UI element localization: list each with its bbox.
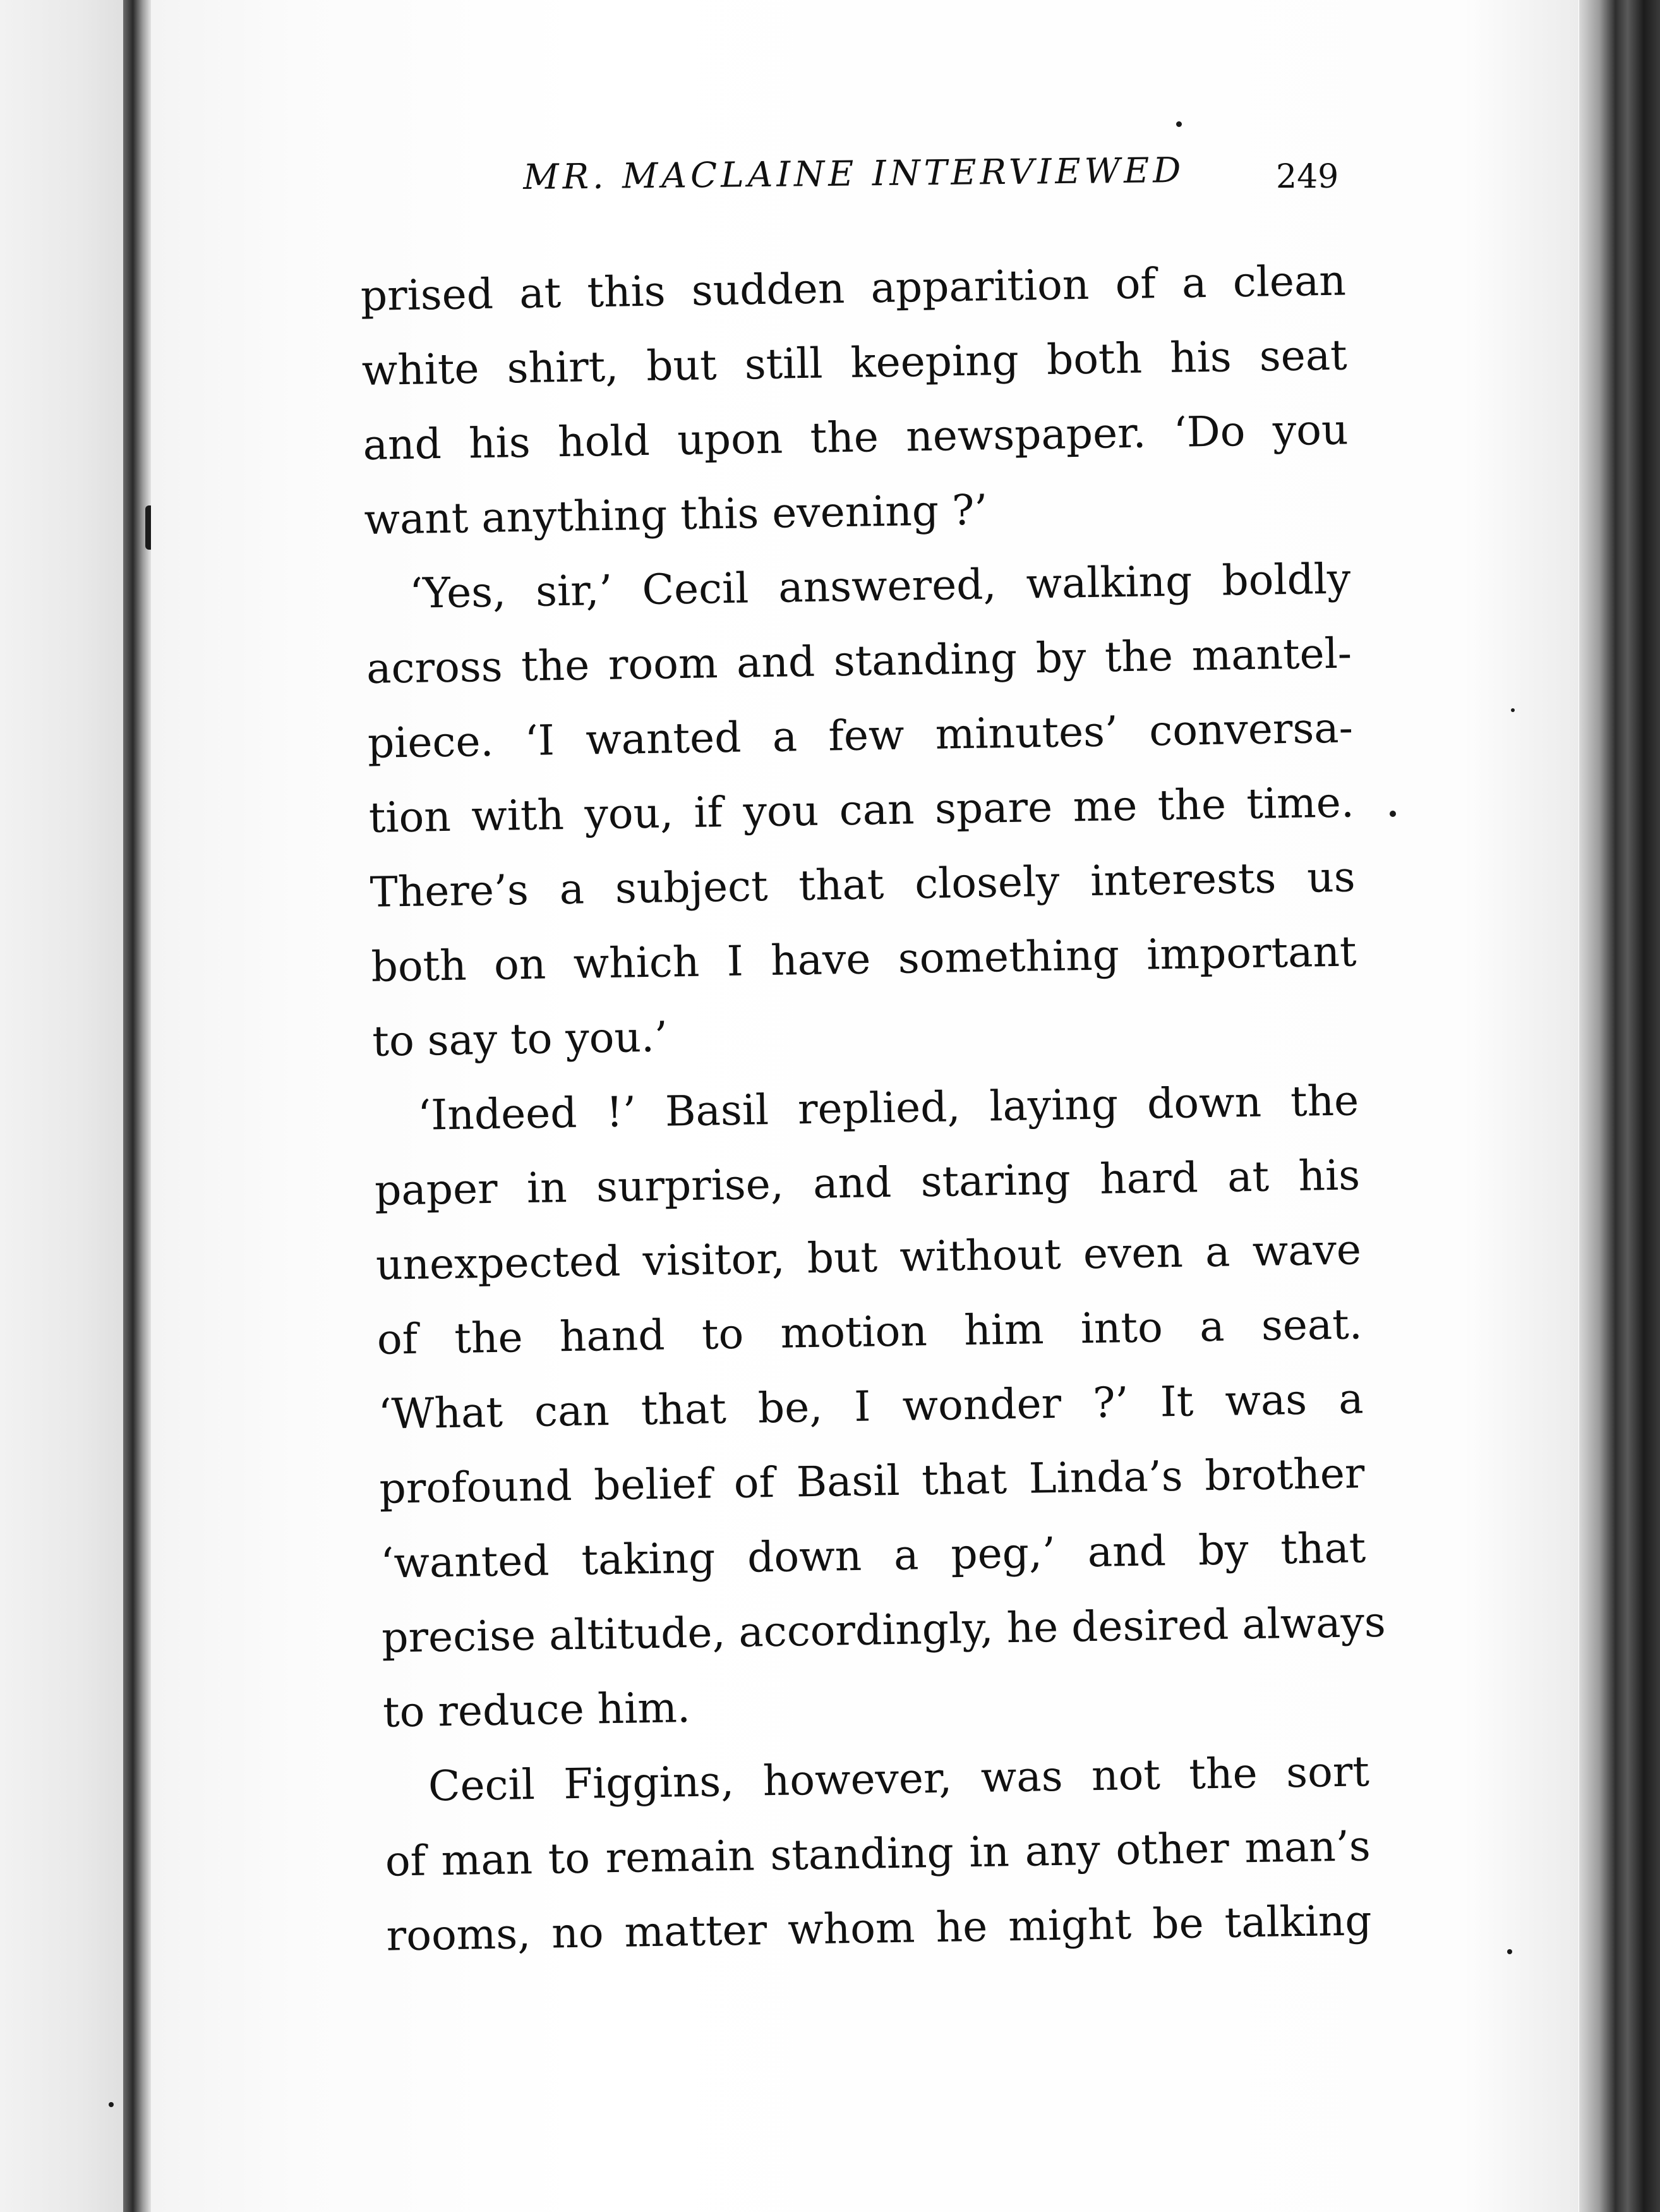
text-line: to say to you.’	[371, 1012, 668, 1066]
page-number: 249	[1276, 158, 1339, 196]
paper-speck	[1507, 1949, 1512, 1954]
running-head: MR. MACLAINE INTERVIEWED	[523, 150, 1185, 197]
text-line: of man to remain standing in any other man’s	[385, 1822, 1371, 1886]
text-line: across the room and standing by the mantel-	[366, 629, 1352, 693]
paper-speck	[109, 2102, 114, 2107]
paper-speck	[1390, 811, 1396, 817]
text-line: both on which I have something important	[370, 927, 1357, 991]
text-line: of the hand to motion him into a seat.	[376, 1300, 1363, 1364]
facing-page-edge	[0, 0, 136, 2212]
text-line: to reduce him.	[382, 1683, 691, 1737]
text-line: piece. ‘I wanted a few minutes’ conversa-	[367, 703, 1354, 768]
text-line: paper in surprise, and staring hard at his	[374, 1151, 1361, 1215]
book-gutter	[123, 0, 151, 2212]
text-line: want anything this evening ?’	[363, 485, 988, 544]
body-text	[360, 243, 1386, 1973]
paper-speck	[1176, 121, 1182, 127]
text-line: precise altitude, accordingly, he desired always	[381, 1597, 1386, 1662]
text-line: ‘What can that be, I wonder ?’ It was a	[378, 1374, 1364, 1439]
text-line: unexpected visitor, but without even a wave	[375, 1225, 1362, 1290]
text-line: Cecil Figgins, however, was not the sort	[428, 1747, 1370, 1811]
text-line: and his hold upon the newspaper. ‘Do you	[363, 405, 1349, 469]
text-line: tion with you, if you can spare me the time.	[368, 778, 1355, 842]
text-line: There’s a subject that closely interests us	[370, 852, 1356, 917]
text-line: ‘Indeed !’ Basil replied, laying down the	[417, 1076, 1359, 1140]
paper-speck	[1511, 708, 1515, 712]
text-line: profound belief of Basil that Linda’s brother	[378, 1449, 1365, 1513]
page-stack-edge	[1579, 0, 1660, 2212]
text-line: rooms, no matter whom he might be talking	[386, 1896, 1373, 1961]
text-line: ‘Yes, sir,’ Cecil answered, walking boldly	[409, 554, 1351, 618]
text-line: prised at this sudden apparition of a clean	[360, 256, 1347, 320]
text-line: white shirt, but still keeping both his seat	[361, 330, 1348, 395]
text-line: ‘wanted taking down a peg,’ and by that	[380, 1523, 1366, 1588]
